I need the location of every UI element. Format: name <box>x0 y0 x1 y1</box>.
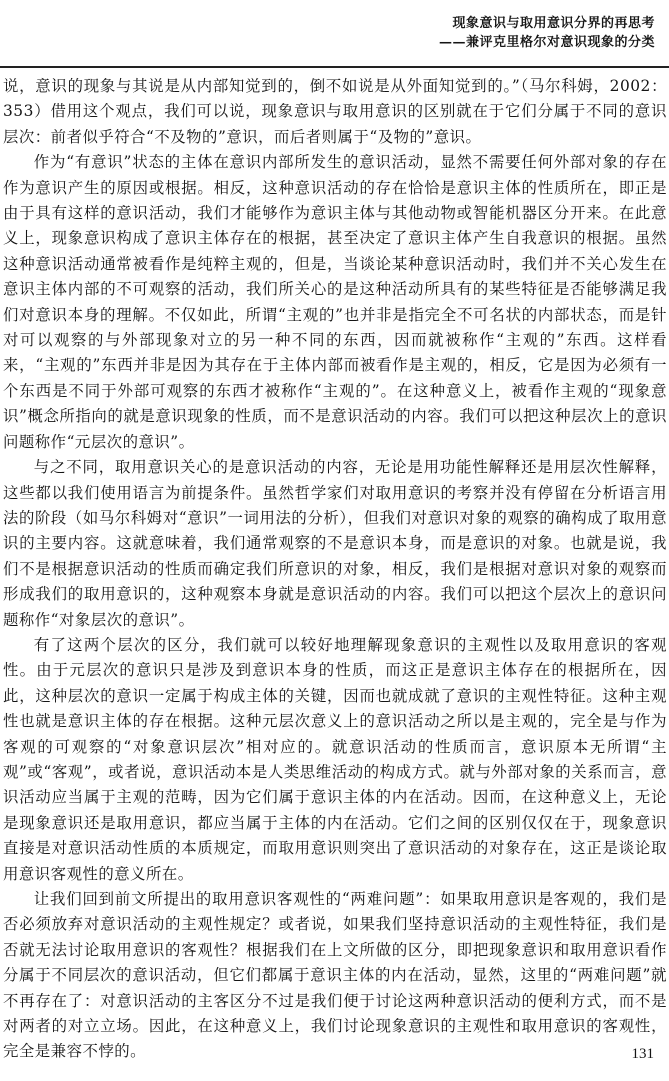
paragraph-continued: 说，意识的现象与其说是从内部知觉到的，倒不如说是从外面知觉到的。”（马尔科姆，2002：353）借用这个观点，我们可以说，现象意识与取用意识的区别就在于它们分属于不同的意识层次：前者似乎符合“不及物的”意识，而后者则属于“及物的”意识。 <box>3 77 667 146</box>
paragraph: 有了这两个层次的区分，我们就可以较好地理解现象意识的主观性以及取用意识的客观性。由于元层次的意识只是涉及到意识本身的性质，而这正是意识主体存在的根据所在，因此，这种层次的意识一定属于构成主体的关键，因而也就成就了意识的主观性特征。这种主观性也就是意识主体的存在根据。这种元层次意义上的意识活动之所以是主观的，完全是与作为客观的可观察的“对象意识层次”相对应的。就意识活动的性质而言，意识原本无所谓“主观”或“客观”，或者说，意识活动本是人类思维活动的构成方式。就与外部对象的关系而言，意识活动应当属于主观的范畴，因为它们属于意识主体的内在活动。因而，在这种意义上，无论是现象意识还是取用意识，都应当属于主体的内在活动。它们之间的区别仅仅在于，现象意识直接是对意识活动性质的本质规定，而取用意识则突出了意识活动的对象存在，这正是谈论取用意识客观性的意义所在。 <box>3 635 667 883</box>
paragraph: 作为“有意识”状态的主体在意识内部所发生的意识活动，显然不需要任何外部对象的存在作为意识产生的原因或根据。相反，这种意识活动的存在恰恰是意识主体的性质所在，即正是由于具有这样的意识活动，我们才能够作为意识主体与其他动物或智能机器区分开来。在此意义上，现象意识构成了意识主体存在的根据，甚至决定了意识主体产生自我意识的根据。虽然这种意识活动通常被看作是纯粹主观的，但是，当谈论某种意识活动时，我们并不关心发生在意识主体内部的不可观察的活动，我们所关心的是这种活动所具有的某些特征是否能够满足我们对意识本身的理解。不仅如此，所谓“主观的”也并非是指完全不可名状的内部状态，而是针对可以观察的与外部现象对立的另一种不同的东西，因而就被称作“主观的”东西。这样看来，“主观的”东西并非是因为其存在于主体内部而被看作是主观的，相反，它是因为必须有一个东西是不同于外部可观察的东西才被称作“主观的”。在这种意义上，被看作主观的“现象意识”概念所指向的就是意识现象的性质，而不是意识活动的内容。我们可以把这种层次上的意识问题称作“元层次的意识”。 <box>3 153 667 451</box>
paragraph: 让我们回到前文所提出的取用意识客观性的“两难问题”：如果取用意识是客观的，我们是否必须放弃对意识活动的主观性规定？或者说，如果我们坚持意识活动的主观性特征，我们是否就无法讨论取用意识的客观性？根据我们在上文所做的区分，即把现象意识和取用意识看作分属于不同层次的意识活动，但它们都属于意识主体的内在活动，显然，这里的“两难问题”就不再存在了：对意识活动的主客区分不过是我们便于讨论这两种意识活动的便利方式，而不是对两者的对立立场。因此，在这种意义上，我们讨论现象意识的主观性和取用意识的客观性，完全是兼容不悖的。 <box>3 890 667 1061</box>
body-text <box>3 74 667 1065</box>
running-header-title: 现象意识与取用意识分界的再思考 <box>452 16 655 31</box>
running-header <box>255 14 655 52</box>
header-rule <box>0 66 669 68</box>
running-header-subtitle: ——兼评克里格尔对意识现象的分类 <box>438 35 655 50</box>
paragraph: 与之不同，取用意识关心的是意识活动的内容，无论是用功能性解释还是用层次性解释，这些都以我们使用语言为前提条件。虽然哲学家们对取用意识的考察并没有停留在分析语言用法的阶段（如马尔科姆对“意识”一词用法的分析），但我们对意识对象的观察的确构成了取用意识的主要内容。这就意味着，我们通常观察的不是意识本身，而是意识的对象。也就是说，我们不是根据意识活动的性质而确定我们所意识的对象，相反，我们是根据对意识对象的观察而形成我们的取用意识的，这种观察本身就是意识活动的内容。我们可以把这个层次上的意识问题称作“对象层次的意识”。 <box>3 458 667 629</box>
page-number: 131 <box>631 1046 654 1062</box>
